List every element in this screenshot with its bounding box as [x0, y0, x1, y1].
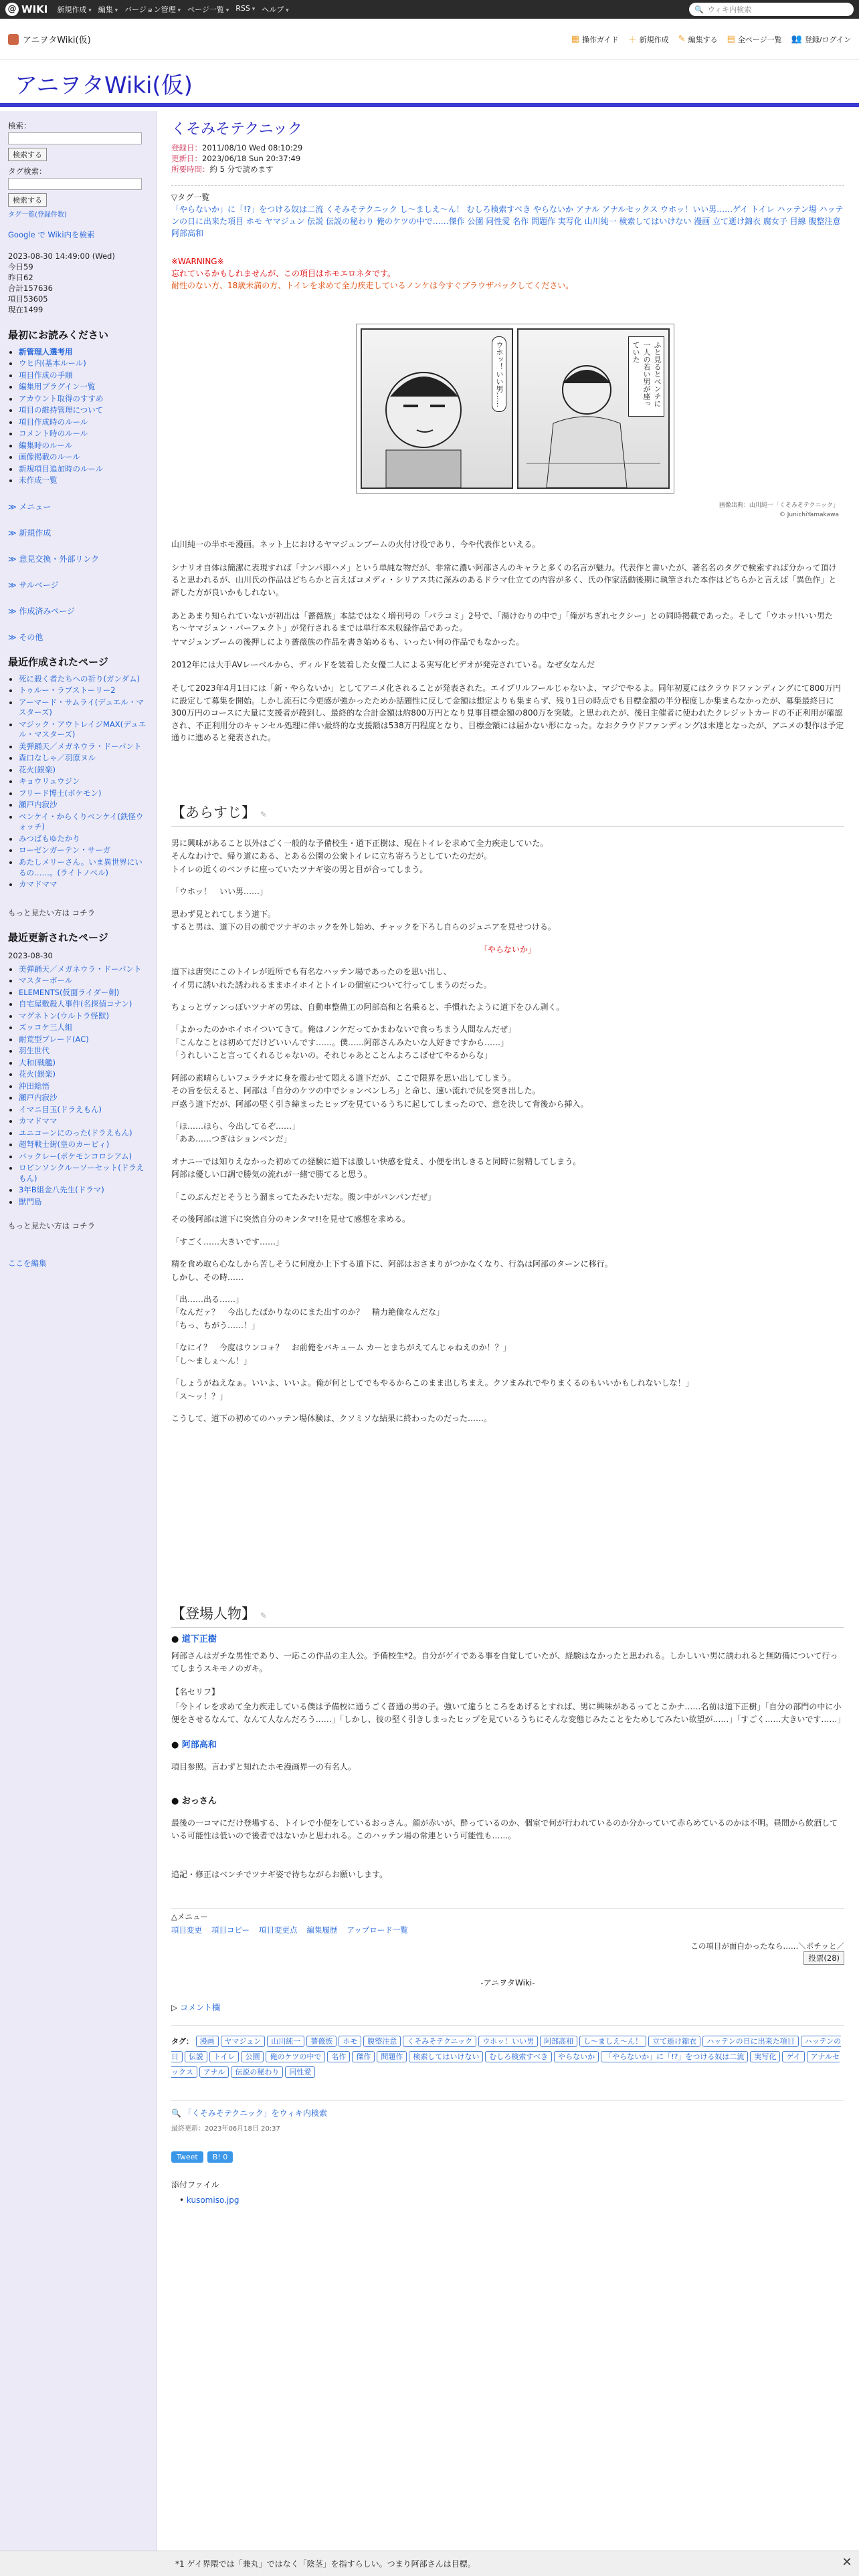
recent-updated-item[interactable]: • 自宅屋敷殺人事件(名探偵コナン) [19, 999, 148, 1010]
char3-desc: 最後の一コマにだけ登場する、トイレで小便をしているおっさん。顔が赤いが、酔っているのか、個室で何が行われているのか分かっていて赤らめているのかは不明。昼間から飲酒している可能性は低いので後者ではないかと思われる。このハッテン場の常連という可能性も……。 [171, 1818, 838, 1840]
recent-created-item[interactable]: • アーマード・サムライ(デュエル・マスターズ) [19, 697, 148, 718]
more-updated-link[interactable]: もっと見たい方は コチラ [8, 1221, 96, 1231]
recent-created-item[interactable]: • 花火(銀楽) [19, 765, 148, 776]
tag-chip[interactable]: 俺のケツの中で [266, 2051, 325, 2062]
tool-login[interactable]: 👥 登録/ログイン [791, 34, 851, 44]
footer-link-uploads[interactable]: アップロード一覧 [347, 1925, 408, 1935]
sidebar-link[interactable]: • 画像掲載のルール [19, 452, 148, 463]
section-created[interactable]: ≫ 作成済みページ [8, 605, 148, 617]
sidebar-link[interactable]: • 編集用ブラグイン一覧 [19, 382, 148, 393]
plus-icon: ＋ [628, 35, 637, 45]
recent-updated-item[interactable]: • イマニ目玉(ドラえもん) [19, 1105, 148, 1115]
global-bar [0, 0, 859, 19]
last-updated: 最終更新：2023年06月18日 20:37 [171, 2125, 280, 2133]
sidebar-link[interactable]: • 項目作成の手順 [19, 370, 148, 381]
manga-panel-left [361, 328, 513, 489]
site-title[interactable]: アニヲタWiki(仮) [15, 72, 193, 99]
recent-updated-item[interactable]: • カマドママ [19, 1116, 148, 1127]
recent-created-item[interactable]: • ローゼンガーテン・サーガ [19, 845, 148, 856]
recent-created-item[interactable]: • 死に殺く者たちへの祈り(ガンダム) [19, 674, 148, 685]
tag-search-label: タグ検索： [8, 167, 47, 176]
wiki-footer-title: -アニヲタWiki- [480, 1977, 535, 1988]
sidebar [0, 111, 157, 2576]
menu-pages[interactable]: ページ一覧 ▾ [187, 4, 229, 15]
more-created-link[interactable]: もっと見たい方は コチラ [8, 907, 96, 918]
recent-updated-item[interactable]: • ELEMENTS(仮面ライダー剣) [19, 988, 148, 998]
tool-guide[interactable]: ▦ 操作ガイド [571, 34, 619, 44]
recent-created-item[interactable]: • キョウリュウジン [19, 776, 148, 787]
tag-chip[interactable]: アナルセックス [171, 2052, 840, 2076]
tag-chip[interactable]: 薔薇族 [306, 2036, 337, 2047]
comment-toggle[interactable]: コメント欄 [180, 2002, 221, 2012]
sidebar-search-button[interactable]: 検索する [8, 148, 47, 161]
edit-sidebar-link[interactable]: ここを編集 [8, 1259, 47, 1269]
global-search-input[interactable]: 🔍 ウィキ内検索 [689, 3, 854, 16]
tag-links[interactable]: 「やらないか」に「!?」をつける奴は二流 くそみそテクニック し～ましえ～ん！ むしろ検索すべき やらないか アナル アナルセックス ウホッ！いい男……ゲイ トイレ ハッテン場 ハッテンの日に出来た項目 ホモ ヤマジュン 伝説 伝説の秘わり 俺のケツの中で……傑作 公園 同性愛 名作 問題作 実写化 山川純一 検索してはいけない 漫画 立て逝け錦衣 腐女子 目線 腹整注意 阿部高和 [171, 205, 844, 239]
tag-chip[interactable]: 実写化 [750, 2051, 780, 2062]
tag-chip[interactable]: 伝説の秘わり [231, 2066, 283, 2078]
tag-chip[interactable]: 伝説 [185, 2051, 207, 2062]
tag-chip[interactable]: ゲイ [782, 2051, 804, 2062]
user-icon: 👥 [791, 34, 802, 44]
tag-chip[interactable]: 公園 [241, 2051, 264, 2062]
tag-chip[interactable]: アナル [199, 2066, 229, 2078]
attachment-link[interactable]: kusomiso.jpg [186, 2195, 240, 2206]
share-buttons [171, 2151, 844, 2163]
section-menu[interactable]: ≫ メニュー [8, 501, 148, 512]
tag-search-button[interactable]: 検索する [8, 193, 47, 207]
sidebar-link[interactable]: • 新規項目追加時のルール [19, 464, 148, 475]
recent-created-item[interactable]: • フリード博士(ポケモン) [19, 788, 148, 799]
footnote-bar [0, 2551, 859, 2576]
tag-chip[interactable]: ヤマジュン [221, 2036, 266, 2047]
read-first-list [8, 347, 148, 486]
google-search-link[interactable]: Google で Wiki内を検索 [8, 230, 95, 239]
recent-updated-item[interactable]: • ズッコケ三人組 [19, 1023, 148, 1033]
menu-new[interactable]: 新規作成 ▾ [57, 4, 91, 15]
wiki-subbar [0, 19, 859, 60]
access-stats: 2023-08-30 14:49:00 (Wed) 今日59 昨日62 合計157636 項目53605 現在1499 [8, 251, 115, 315]
recent-updated-item[interactable]: • 美弾踊天／メガネウラ・ドーパント [19, 964, 148, 975]
wiki-tools [571, 33, 851, 45]
recent-updated-item[interactable]: • 大和(戦艦) [19, 1058, 148, 1069]
recent-updated-item[interactable]: • 羽生世代 [19, 1046, 148, 1057]
tool-all-pages[interactable]: ▤ 全ページ一覧 [727, 34, 782, 44]
section-salvage[interactable]: ≫ サルベージ [8, 579, 148, 591]
tweet-button[interactable]: Tweet [171, 2151, 203, 2163]
recent-created-item[interactable]: • マジック・アウトレイジMAX(デュエル・マスターズ) [19, 720, 148, 740]
tag-chip[interactable]: 問題作 [377, 2051, 407, 2062]
section-new[interactable]: ≫ 新規作成 [8, 527, 148, 538]
tool-edit[interactable]: ✎ 編集する [678, 34, 718, 44]
intro-2: シナリオ自体は簡潔に表現すれば「ナンパ即ハメ」という単純な物だが、非常に濃い阿部さんのキャラと多くの名言が魅力。代表作と書いたが、著名名のタグで検索すれば分かって頂けると思われるが、山川氏の作品はどちらかと言えばコメディ・シリアス共に深みのあるドラマ仕立ての内容が多く、氏の作家活動後期に執筆された本作はどちらかと言えば「異色作」と評した方が良いかもしれない。 [171, 562, 837, 598]
comment-toggle-icon: ▷ [171, 2002, 178, 2012]
page-meta: 登録日：2011/08/10 Wed 08:10:29 更新日：2023/06/18 Sun 20:37:49 所要時間：約 5 分で読めます [171, 143, 303, 175]
tag-chip[interactable]: トイレ [209, 2051, 239, 2062]
footnote-text: *1 ゲイ界隈では「兼丸」ではなく「陰茎」を指すらしい。つまり阿部さんは目標。 [175, 2559, 476, 2569]
footer-link-copy[interactable]: 項目コピー [211, 1925, 250, 1935]
footer-link-change[interactable]: 項目変更 [171, 1925, 202, 1935]
menu-version[interactable]: バージョン管理 ▾ [124, 4, 181, 15]
attachments-label: 添付ファイル [171, 2180, 219, 2190]
recent-updated-item[interactable]: • 瀬戸内寂沙 [19, 1093, 148, 1103]
tag-chip[interactable]: むしろ検索すべき [485, 2051, 552, 2062]
recent-updated-item[interactable]: • 耐荒型ブレード(AC) [19, 1035, 148, 1045]
tag-chip[interactable]: 名作 [327, 2051, 350, 2062]
logo-icon: @ [5, 3, 19, 16]
panel-narration: ふと見るとベンチに一人の若い男が座っていた [628, 336, 664, 417]
global-menu [57, 4, 288, 15]
edit-section-icon[interactable]: ✎ [260, 1611, 267, 1621]
recent-created-item[interactable]: • 美弾踊天／メガネウラ・ドーパント [19, 742, 148, 752]
wiki-logo[interactable]: @ WIKI [5, 3, 47, 16]
tag-chip[interactable]: 山川純一 [267, 2036, 304, 2047]
abe-face-illustration [362, 330, 512, 488]
main-content [171, 111, 844, 2205]
menu-rss[interactable]: RSS ▾ [235, 4, 255, 15]
tag-list-link[interactable]: タグ一覧(登録件数) [8, 211, 67, 219]
site-title-bar [0, 60, 859, 107]
tag-chip[interactable]: 漫画 [196, 2036, 219, 2047]
wiki-icon [8, 34, 19, 45]
recent-updated-item[interactable]: • 超弩戦士街(皇のカービィ) [19, 1140, 148, 1150]
tag-chip[interactable]: やらないか [554, 2051, 599, 2062]
recent-created-title: 最近作成されたページ [8, 655, 108, 668]
tag-search-input[interactable] [8, 178, 142, 190]
tag-chip[interactable]: ホモ [339, 2036, 361, 2047]
char2-desc: 項目参照。言わずと知れたホモ漫画界一の有名人。 [171, 1762, 357, 1772]
menu-help[interactable]: ヘルプ ▾ [262, 4, 288, 15]
intro-5: そして2023年4月1日には「新・やらないか」としてアニメ化されることが発表された。エイプリルフールじゃないよ、マジでやるよ。同年初夏にはクラウドファンディングにて800万円に設定して募集を開始。しかし流石に今更感が強かったためか話題性に反して金額は想定よりも集まらず、残り1日の時点でも目標金額の半分程度しか集まらなかったが、募集最終日に300万円のコースに大量に支援者が殺到し、最終的な合計金額は約800万円となり見事目標金額の800万を突破。と思われたが、後日主催者に使われたクレジットカードの不正利用が確認され、不正利用分のキャンセル処理に伴い最終的な支援額は538万円程度となり、目標金額には届かない形になった。なおクラウドファンディングは未達となったが、アニメの製作は予定通りに進めると発表された。 [171, 683, 844, 743]
recent-created-item[interactable]: • あたしメリーさん。いま異世界にいるの……。(ライトノベル) [19, 857, 148, 878]
vote-box: この項目が面白かったなら……＼ポチッと／ 投票(28) [171, 1941, 844, 1965]
tool-new[interactable]: ＋ 新規作成 [628, 33, 669, 45]
pencil-icon: ✎ [678, 34, 686, 44]
recent-updated-item[interactable]: • 3年B組金八先生(ドラマ) [19, 1185, 148, 1196]
recent-updated-item[interactable]: • ロビンソンクルーソーセット(ドラえもん) [19, 1163, 148, 1184]
intro-4: 2012年には大手AVレーベルから、ディルドを装着した女優二人による実写化ビデオが発売されている。なぜ女なんだ [171, 660, 595, 670]
wiki-name[interactable]: アニヲタWiki(仮) [8, 33, 91, 45]
recent-created-item[interactable]: • 瀬戸内寂沙 [19, 800, 148, 811]
recent-created-item[interactable]: • トゥルー・ラブストーリー2 [19, 685, 148, 696]
created-date: 2011/08/10 Wed 08:10:29 [202, 143, 303, 152]
hatena-bookmark-button[interactable]: B! 0 [207, 2151, 233, 2163]
footer-link-history[interactable]: 編集履歴 [306, 1925, 338, 1935]
sidebar-link[interactable]: • 新管理人選考用 [19, 347, 148, 358]
manga-illustration [356, 324, 674, 494]
page-title: くそみそテクニック [171, 121, 302, 138]
section-links[interactable]: ≫ 意見交換・外部リンク [8, 553, 148, 564]
attachment-item: • kusomiso.jpg [179, 2195, 240, 2206]
section-other[interactable]: ≫ その他 [8, 631, 148, 643]
closing-line: 追記・修正はベンチでツナギ姿で待ちながらお願いします。 [171, 1870, 388, 1880]
recent-updated-item[interactable]: • マグネトン(ウルトラ怪獣) [19, 1011, 148, 1022]
close-icon[interactable]: ✕ [842, 2555, 852, 2569]
intro-1: 山川純一の半ホモ漫画。ネット上におけるヤマジュンブームの火付け役であり、今や代表作といえる。 [171, 540, 541, 550]
recent-updated-item[interactable]: • マスターボール [19, 976, 148, 986]
char1-quote-head: 【名セリフ】 [171, 1687, 220, 1697]
edit-section-icon[interactable]: ✎ [260, 810, 267, 819]
vote-button[interactable]: 投票(28) [803, 1951, 844, 1965]
tag-list-box [171, 185, 844, 239]
sidebar-link[interactable]: • アカウント取得のすすめ [19, 394, 148, 405]
footer-link-diff[interactable]: 項目変更点 [259, 1925, 298, 1935]
tag-chip[interactable]: 立て逝け錦衣 [648, 2036, 700, 2047]
recent-created-list [8, 674, 148, 890]
footer-menu-toggle[interactable]: △メニュー [171, 1911, 208, 1921]
menu-edit[interactable]: 編集 ▾ [98, 4, 118, 15]
read-first-title: 最初にお読みください [8, 328, 109, 341]
tag-list-toggle[interactable]: ▽タグ一覧 [171, 193, 210, 203]
warning-box: ※WARNING※ 忘れているかもしれませんが、この項目はホモエロネタです。 耐性のない方、18歳未満の方、トイレを求めて全力疾走しているノンケは今すぐブラウザバックしてください。 [171, 257, 574, 291]
tag-chip[interactable]: 同性愛 [285, 2066, 315, 2078]
summary-heading: 【あらすじ】 ✎ [171, 798, 844, 827]
recent-updated-item[interactable]: • 獣門島 [19, 1197, 148, 1208]
intro-3b: ヤマジュンブームの後押しにより薔薇族の作品を書き始めるも、いったい何の作品でもなかった。 [171, 637, 524, 647]
recent-updated-item[interactable]: • ユニコーンにのった(ドラえもん) [19, 1128, 148, 1139]
sidebar-link[interactable]: • 項目の維持管理について [19, 405, 148, 416]
list-icon: ▤ [727, 34, 735, 44]
tag-chips: タグ： 漫画 ヤマジュン 山川純一 薔薇族 ホモ 腹整注意 くそみそテクニック ウホッ！いい男 阿部高和 し～ましえ～ん！ 立て逝け錦衣 ハッテンの日に出来た項目 ハッテンの日 伝説 トイレ 公園 俺のケツの中で 名作 傑作 問題作 検索してはいけない むしろ検索すべき やらないか 「やらないか」に「!?」をつける奴は二流 実写化 ゲイ アナルセックス アナル 伝説の秘わり 同性愛 [171, 2025, 844, 2080]
search-icon: 🔍 [694, 5, 704, 14]
site-search-row [171, 2100, 844, 2119]
sidebar-search-input[interactable] [8, 132, 142, 144]
tag-chip[interactable]: 「やらないか」に「!?」をつける奴は二流 [601, 2051, 748, 2062]
recent-updated-title: 最近更新されたページ [8, 931, 108, 944]
recent-created-item[interactable]: • ベンケイ・からくりベンケイ(鉄怪ウォッチ) [19, 812, 148, 833]
recent-created-item[interactable]: • 森口なしゃ／羽原ヌル [19, 753, 148, 764]
char-link-abe[interactable]: ● 阿部高和 [171, 1740, 217, 1750]
read-time: 約 5 分で読めます [209, 165, 274, 175]
sidebar-link[interactable]: • 編集時のルール [19, 441, 148, 451]
search-icon: 🔍 [171, 2109, 181, 2119]
tag-chip[interactable]: くそみそテクニック [403, 2036, 476, 2047]
char1-desc: 阿部さんはガチな男性であり、一応この作品の主人公。予備校生*2。自分がゲイである事を自覚していたが、経験はなかったと思われる。しかしいい男に誘われると無防備について行ってしまうスキモノのガキ。 [171, 1651, 838, 1674]
recent-created-item[interactable]: • カマドママ [19, 879, 148, 890]
recent-created-item[interactable]: • みつばもゆたかり [19, 834, 148, 845]
char-oji: ● おっさん [171, 1796, 217, 1806]
char-link-michishita[interactable]: ● 道下正樹 [171, 1634, 217, 1644]
tag-chip[interactable]: 腹整注意 [363, 2036, 401, 2047]
tag-chip[interactable]: ハッテンの日に出来た項目 [702, 2036, 798, 2047]
char1-quotes: 「今トイレを求めて全力疾走している僕は予備校に通うごく普通の男の子。強いて違うところをあげるとすれば、男に興味があるってとこかナ……名前は道下正樹」「自分の部門の中に小便をさせるなんて、なんて人なんだろう……」「しかし、彼の堅く引きしまったヒップを見ているうちにそんな変態じみたことをためしてみたい欲望が……」「すごく……大きいです……」 [171, 1702, 846, 1724]
recent-updated-item[interactable]: • 花火(銀楽) [19, 1069, 148, 1080]
tag-chip[interactable]: 検索してはいけない [409, 2051, 483, 2062]
tag-chip[interactable]: 阿部高和 [540, 2036, 577, 2047]
manga-panel-right [517, 328, 670, 489]
tag-chip[interactable]: 傑作 [352, 2051, 375, 2062]
recent-updated-item[interactable]: • 沖田総悟 [19, 1081, 148, 1092]
site-search-link[interactable]: 「くそみそテクニック」をウィキ内検索 [183, 2109, 327, 2119]
summary-body: 男に興味があること以外はごく一般的な予備校生・道下正樹は、現在トイレを求めて全力疾走していた。 そんなわけで、帰り道にある、とある公園の公衆トイレに立ち寄ろうとしていたのだが。 トイレの近くのベンチに座っていたツナギ姿の男と目が合ってしまう。 「ウホッ！ いい男……」 思わず見とれてしまう道下。 すると男は、道下の目の前でツナギのホックを外し始め、チャックを下ろし自らのジュニアを見せつける。 「やらないか」 道下は唐突にこのトイレが近所でも有名なハッテン場であったのを思い出し、 イイ男に誘いれた誘われるままホイホイとトイレの個室について行ってしまうのだった。 ちょっとヴァンっぽいツナギの男は、自動車整備工の阿部高和と名乗ると、手慣れたように道下をひん剥く。 「よかったのかホイホイついてきて。俺はノンケだってかまわないで食っちまう人間なんだぜ」 「こんなことは初めてだけどいいんです……。僕……阿部さんみたいな人好きですから……」 「うれしいこと言ってくれるじゃないの。それじゃあとことんよろこばせてやるからな」 阿部の素晴らしいフェラチオに身を震わせて悶える道下だが、ここで限界を思い出してしまう。 その旨を伝えると、阿部は「自分のケツの中でションベンしろ」と命じ、速い流れで尻を突き出した。 戸惑う道下だが、阿部の堅く引き締まったヒップを見ているうちに起してしまったので、意を決して背後から挿入。 「ほ……ほら、今出してるぞ……」 「ああ……つぎはションベンだ」 オナニーでは知りえなかった初めての経験に道下は激しい快感を覚え、小便を出しきると同時に射精してしまう。 阿部は優しい口調で勝気の流れが一緒で勝てると思う。 「このぶんだとそうとう溜まってたみたいだな。腹ン中がパンパンだぜ」 その後阿部は道下に突然自分のキンタマ!!を見せて感想を求める。 「すごく……大きいです……」 精を食め取ら心なしから苦しそうに何度か上下する道下に、阿部はおさまりがつかなくなり、行為は阿部のターンに移行。 しかし、その時…… 「出……出る……」 「なんだァ？ 今出したばかりなのにまた出すのか？ 精力絶倫なんだな」 「ちっ、ちがう……！」 「なにイ？ 今度はウンコォ？ お前俺をバキューム カーとまちがえてんじゃねえのか！？」 「し～ましぇ～ん！」 「しょうがねえなぁ。いいよ、いいよ。俺が何としてでもやるからこのまま出しちまえ。クソまみれでやりまくるのもいいかもしれないしな！」 「ス～ッ！？」 こうして、道下の初めてのハッテン場体験は、クソミソな結果に終わったのだった……。 [171, 839, 694, 1423]
intro-3: あとあまり知られていないが初出は「薔薇族」本誌ではなく増刊号の「バラコミ」2号で、「湯けむりの中で」「俺がちぎれセクシー」との同時掲載であった。そして「ウホッ!!いい男たち〜ヤマジュン・パーフェクト」が発行されるまでは単行本未収録作品であった。 [171, 611, 833, 633]
sidebar-link[interactable]: • 項目作成時のルール [19, 417, 148, 428]
recent-updated-item[interactable]: • バックレー(ポケモンコロシアム) [19, 1152, 148, 1162]
search-label: 検索： [8, 121, 31, 130]
sidebar-link[interactable]: • 未作成一覧 [19, 475, 148, 486]
characters-heading: 【登場人物】 ✎ [171, 1599, 844, 1628]
image-copyright: © JunichiYamakawa [779, 512, 839, 519]
sidebar-link[interactable]: • コメント時のルール [19, 429, 148, 439]
tag-chip[interactable]: し～ましえ～ん！ [579, 2036, 646, 2047]
recent-updated-date: 2023-08-30 [8, 950, 53, 960]
updated-date: 2023/06/18 Sun 20:37:49 [202, 154, 301, 164]
guide-icon: ▦ [571, 34, 579, 44]
recent-updated-list [8, 964, 148, 1208]
tag-chip[interactable]: ハッテンの日 [171, 2036, 842, 2061]
page-footer-menu [171, 1908, 844, 1935]
panel-speech-1: ウホッ！いい男…… [492, 336, 506, 412]
sidebar-link[interactable]: • ウヒ内(基本ルール) [19, 358, 148, 369]
tag-chip[interactable]: ウホッ！いい男 [478, 2036, 538, 2047]
image-caption: 画像出典：山川純一「くそみそテクニック」 [719, 502, 839, 510]
